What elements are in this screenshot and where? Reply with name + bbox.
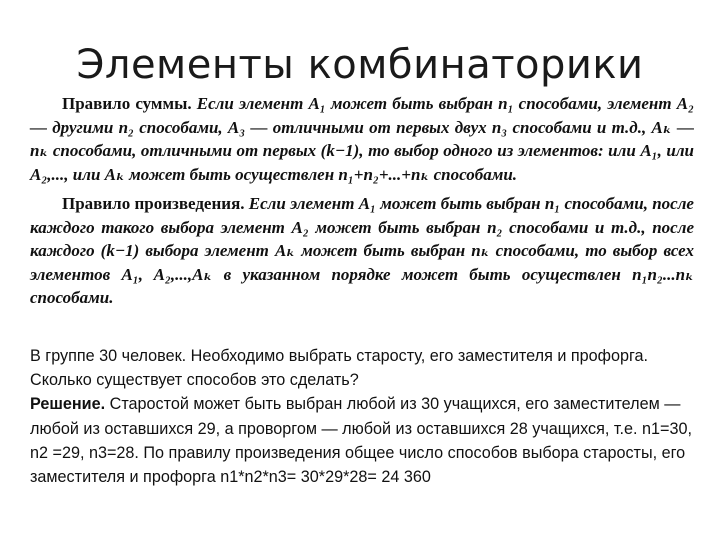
scanned-rules-excerpt [30, 92, 694, 310]
slide-title: Элементы комбинаторики [76, 42, 644, 88]
sum-rule-paragraph [30, 92, 694, 186]
sum-rule-text: Если элемент A₁ может быть выбран n₁ способами, элемент A₂ — другими n₂ способами, A₃ — отличными от первых двух n₃ способами и т.д., Aₖ — nₖ способами, отличными от первых (k−1), то выбор одного из элементов: или A₁, или A₂,..., или Aₖ может быть осуществлен n₁+n₂+...+nₖ способами. [30, 94, 694, 184]
product-rule-label: Правило произведения. [62, 194, 245, 213]
solution-text: Старостой может быть выбран любой из 30 учащихся, его заместителем — любой из оставшихся 29, а проворгом — любой из оставшихся 28 учащихся, т.е. n1=30, n2 =29, n3=28. По правилу произведения общее число способов выбора старосты, его заместителя и профорга n1*n2*n3= 30*29*28= 24 360 [30, 395, 692, 487]
solution-label: Решение. [30, 395, 106, 414]
problem-block [30, 344, 700, 489]
problem-statement: В группе 30 человек. Необходимо выбрать старосту, его заместителя и профорга. Сколько существует способов это сделать? [30, 347, 649, 390]
sum-rule-label: Правило суммы. [62, 94, 192, 113]
solution-paragraph [30, 392, 700, 489]
product-rule-text: Если элемент A₁ может быть выбран n₁ способами, после каждого такого выбора элемент A₂ может быть выбран n₂ способами и т.д., после каждого (k−1) выбора элемент Aₖ может быть выбран nₖ способами, то выбор всех элементов A₁, A₂,...,Aₖ в указанном порядке может быть осуществлен n₁n₂...nₖ способами. [30, 194, 694, 307]
product-rule-paragraph [30, 192, 694, 310]
